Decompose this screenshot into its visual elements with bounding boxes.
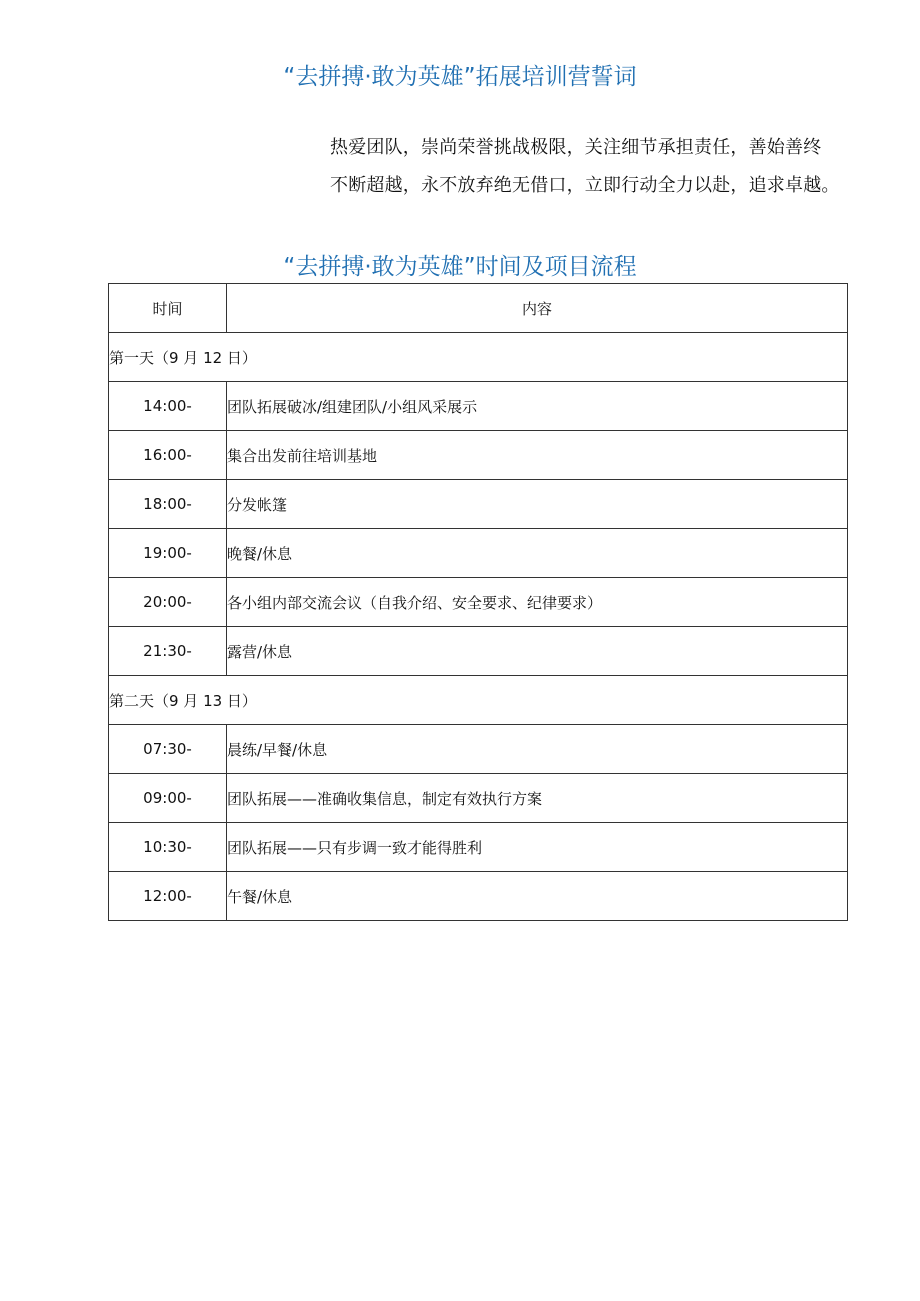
- content-cell: 各小组内部交流会议（自我介绍、安全要求、纪律要求）: [227, 578, 848, 627]
- table-header-row: [109, 284, 848, 333]
- content-cell: 午餐/休息: [227, 872, 848, 921]
- time-cell: 09:00-: [109, 774, 227, 823]
- schedule-title: “去拼搏·敢为英雄”时间及项目流程: [283, 254, 637, 280]
- content-cell: 晚餐/休息: [227, 529, 848, 578]
- content-cell: 团队拓展破冰/组建团队/小组风采展示: [227, 382, 848, 431]
- day-label: 第二天（9 月 13 日）: [109, 676, 848, 725]
- time-cell: 12:00-: [109, 872, 227, 921]
- table-row: [109, 774, 848, 823]
- header-content: 内容: [227, 284, 848, 333]
- content-cell: 团队拓展——只有步调一致才能得胜利: [227, 823, 848, 872]
- day-row: [109, 676, 848, 725]
- time-cell: 10:30-: [109, 823, 227, 872]
- content-cell: 晨练/早餐/休息: [227, 725, 848, 774]
- table-row: [109, 725, 848, 774]
- time-cell: 16:00-: [109, 431, 227, 480]
- table-row: [109, 480, 848, 529]
- oath-title: “去拼搏·敢为英雄”拓展培训营誓词: [283, 64, 637, 90]
- oath-line-1: 热爱团队，崇尚荣誉挑战极限，关注细节承担责任，善始善终: [330, 137, 822, 158]
- table-row: [109, 578, 848, 627]
- table-row: [109, 431, 848, 480]
- time-cell: 20:00-: [109, 578, 227, 627]
- time-cell: 07:30-: [109, 725, 227, 774]
- content-cell: 露营/休息: [227, 627, 848, 676]
- content-cell: 集合出发前往培训基地: [227, 431, 848, 480]
- table-row: [109, 529, 848, 578]
- table-row: [109, 627, 848, 676]
- time-cell: 18:00-: [109, 480, 227, 529]
- day-label: 第一天（9 月 12 日）: [109, 333, 848, 382]
- content-cell: 团队拓展——准确收集信息，制定有效执行方案: [227, 774, 848, 823]
- table-row: [109, 382, 848, 431]
- table-row: [109, 872, 848, 921]
- time-cell: 19:00-: [109, 529, 227, 578]
- header-time: 时间: [109, 284, 227, 333]
- oath-line-2: 不断超越，永不放弃绝无借口，立即行动全力以赴，追求卓越。: [330, 175, 840, 196]
- content-cell: 分发帐篷: [227, 480, 848, 529]
- table-row: [109, 823, 848, 872]
- schedule-table: [108, 283, 848, 921]
- time-cell: 14:00-: [109, 382, 227, 431]
- time-cell: 21:30-: [109, 627, 227, 676]
- day-row: [109, 333, 848, 382]
